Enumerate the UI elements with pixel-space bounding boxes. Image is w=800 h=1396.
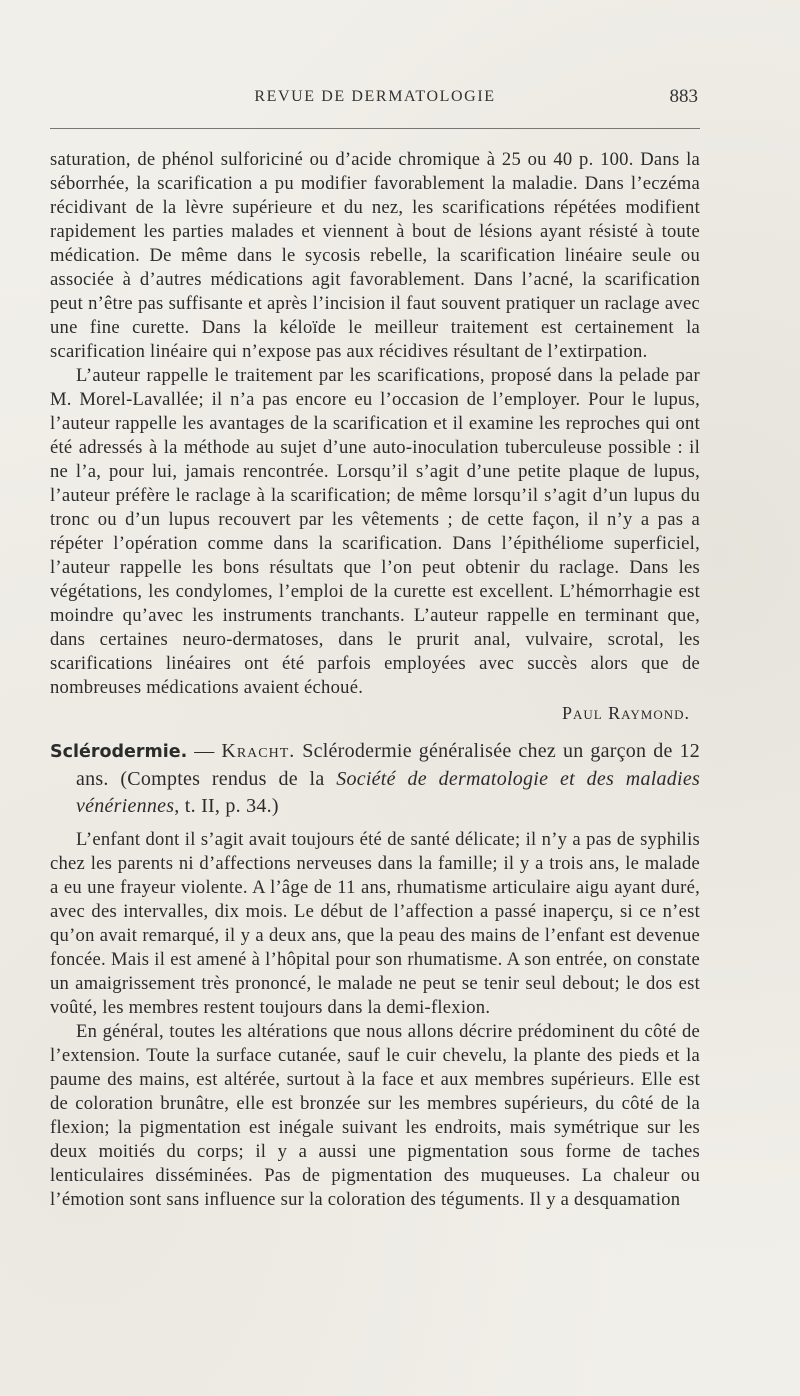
section-heading <box>50 738 700 820</box>
section-gap <box>50 820 700 828</box>
section-reference: , t. II, p. 34.) <box>174 795 279 817</box>
section-rubric: Sclérodermie. <box>50 742 188 762</box>
body-text <box>50 148 700 1212</box>
running-head <box>50 86 700 116</box>
header-rule <box>50 128 700 129</box>
section-author: Kracht. <box>221 740 296 762</box>
section-title: Sclérodermie généralisée chez un garçon de 12 ans. (Comptes rendus de la <box>76 740 701 790</box>
paragraph-alterations: En général, toutes les altérations que nous allons décrire prédominent du côté de l’extension. Toute la surface cutanée, sauf le cuir chevelu, la plante des pieds et la paume des mains, est altérée, surtout à la face et aux membres supérieurs. Elle est de coloration brunâtre, elle est bronzée sur les membres supérieurs, du côté de la flexion; la pigmentation est inégale suivant les endroits, mais symétrique sur les deux moitiés du corps; il y a aussi une pigmentation sous forme de taches lenticulaires disséminées. Pas de pigmentation des muqueuses. La chaleur ou l’émotion sont sans influence sur la coloration des téguments. Il y a desquamation <box>50 1021 700 1210</box>
section-dash: — <box>187 740 222 762</box>
paragraph-case-history: L’enfant dont il s’agit avait toujours été de santé délicate; il n’y a pas de syphilis chez les parents ni d’affections nerveuses dans la famille; il y a trois ans, le malade a eu une frayeur violente. A l’âge de 11 ans, rhumatisme articulaire aigu ayant duré, avec des intervalles, dix mois. Le début de l’affection a passé inaperçu, si ce n’est qu’on avait remarqué, il y a deux ans, que la peau des mains de l’enfant est devenue foncée. Mais il est amené à l’hôpital pour son rhumatisme. A son entrée, on constate un amaigrissement très prononcé, le malade ne peut se tenir seul debout; le dos est voûté, les membres restent toujours dans la demi-flexion. <box>50 829 700 1018</box>
paragraph-continuation: saturation, de phénol sulforiciné ou d’acide chromique à 25 ou 40 p. 100. Dans la séborrhée, la scarification a pu modifier favorablement la maladie. Dans l’eczéma récidivant de la lèvre supérieure et du nez, les scarifications répétées modifient rapidement les parties malades et viennent à bout de lésions ayant résisté à toute médication. De même dans le sycosis rebelle, la scarification linéaire seule ou associée à d’autres médications agit favorablement. Dans l’acné, la scarification peut n’être pas suffisante et après l’incision il faut souvent pratiquer un raclage avec une fine curette. Dans la kéloïde le meilleur traitement est certainement la scarification linéaire qui n’expose pas aux récidives résultant de l’extirpation. <box>50 149 700 362</box>
paragraph-lupus: L’auteur rappelle le traitement par les scarifications, proposé dans la pelade par M. Morel-Lavallée; il n’a pas encore eu l’occasion de l’employer. Pour le lupus, l’auteur rappelle les avantages de la scarification et il examine les reproches qui ont été adressés à la méthode au sujet d’une auto-inoculation tuberculeuse possible : il ne l’a, pour lui, jamais rencontrée. Lorsqu’il s’agit d’une petite plaque de lupus, l’auteur préfère le raclage à la scarification; de même lorsqu’il s’agit d’un lupus du tronc ou d’un lupus recouvert par les vêtements ; de cette façon, il n’y a pas a répéter l’opération comme dans la scarification. Dans l’épithéliome superficiel, l’auteur rappelle les bons résultats que l’on peut obtenir du raclage. Dans les végétations, les condylomes, l’emploi de la curette est excellent. L’hémorrhagie est moindre qu’avec les instruments tranchants. L’auteur rappelle en terminant que, dans certaines neuro-dermatoses, dans le prurit anal, vulvaire, scrotal, les scarifications linéaires ont été parfois employées avec succès alors que de nombreuses médications avaient échoué. <box>50 365 700 698</box>
section-journal: Société de dermatologie et des maladies vénériennes <box>76 768 700 817</box>
page-number: 883 <box>669 86 698 107</box>
running-title: REVUE DE DERMATOLOGIE <box>254 88 496 105</box>
author-signature: Paul Raymond. <box>561 703 690 723</box>
